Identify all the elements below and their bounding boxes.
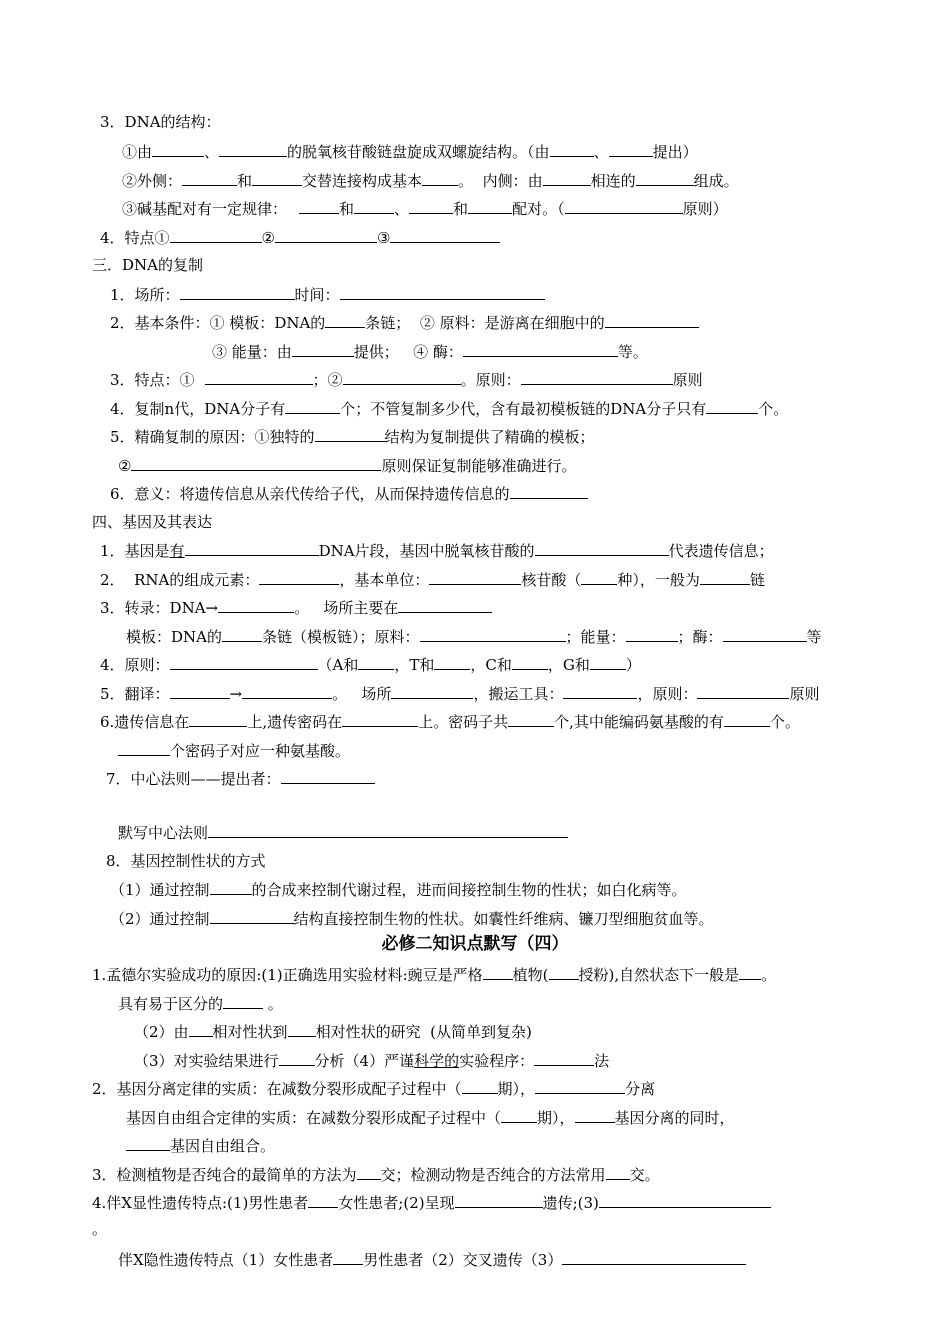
x-dominant-inheritance-end xyxy=(92,1219,107,1239)
blank[interactable] xyxy=(562,1249,746,1265)
blank[interactable] xyxy=(706,398,758,414)
blank[interactable] xyxy=(581,569,617,585)
text: 7．中心法则——提出者： xyxy=(106,770,281,788)
text: 原则） xyxy=(682,200,728,218)
blank[interactable] xyxy=(390,227,500,243)
blank[interactable] xyxy=(292,341,354,357)
text: 代表遗传信息； xyxy=(668,542,774,560)
blank[interactable] xyxy=(279,1050,315,1066)
text: 1．场所： xyxy=(110,286,180,304)
blank[interactable] xyxy=(180,284,295,300)
text: 授粉),自然状态下一般是 xyxy=(578,966,740,984)
blank[interactable] xyxy=(357,1164,381,1180)
mendel-reason-2 xyxy=(134,1021,532,1042)
text: 交；检测动物是否纯合的方法常用 xyxy=(380,1166,606,1184)
text: 1．基因是 xyxy=(100,542,170,560)
text: 实验程序： xyxy=(459,1052,535,1070)
text: 8．基因控制性状的方式 xyxy=(106,852,266,870)
replication-accuracy-2 xyxy=(118,455,576,476)
blank[interactable] xyxy=(575,1107,615,1123)
text: → xyxy=(229,685,243,703)
text: 。 场所主要在 xyxy=(294,599,399,617)
text: 4.伴X显性遗传特点:(1)男性患者 xyxy=(92,1194,309,1212)
blank[interactable] xyxy=(420,626,566,642)
blank[interactable] xyxy=(315,426,385,442)
blank[interactable] xyxy=(455,1192,543,1208)
text: 的合成来控制代谢过程，进而间接控制生物的性状；如白化病等。 xyxy=(251,881,687,899)
blank[interactable] xyxy=(468,198,512,214)
text: 男性患者（2）交叉遗传（3） xyxy=(363,1251,563,1269)
text: 个密码子对应一种氨基酸。 xyxy=(170,742,351,760)
x-recessive-inheritance xyxy=(118,1249,746,1270)
blank[interactable] xyxy=(724,711,770,727)
text: 2．基本条件：① 模板：DNA的 xyxy=(110,314,326,332)
text: ③ xyxy=(377,229,391,247)
central-dogma-proposer xyxy=(106,768,375,789)
dna-structure-heading xyxy=(100,112,221,132)
text: 科学的 xyxy=(414,1052,460,1070)
blank[interactable] xyxy=(354,198,394,214)
text: 有 xyxy=(169,542,185,560)
blank[interactable] xyxy=(605,312,699,328)
blank[interactable] xyxy=(697,683,789,699)
independent-assortment-law xyxy=(126,1107,735,1128)
text: 个,其中能编码氨基酸的有 xyxy=(554,713,724,731)
text: 和 xyxy=(237,172,253,190)
text: 3．检测植物是否纯合的最简单的方法为 xyxy=(92,1166,357,1184)
blank[interactable] xyxy=(723,626,807,642)
genetic-code-continued xyxy=(118,740,350,761)
text: ；② xyxy=(312,371,343,389)
text: 个；不管复制多少代，含有最初模板链的DNA分子只有 xyxy=(340,400,707,418)
gene-control-1 xyxy=(110,879,687,900)
blank[interactable] xyxy=(281,768,375,784)
blank[interactable] xyxy=(535,1078,625,1094)
text: 个。 xyxy=(758,400,789,418)
blank[interactable] xyxy=(510,483,588,499)
blank[interactable] xyxy=(252,170,302,186)
text: 3．转录：DNA→ xyxy=(100,599,219,617)
text: 提供； ④ 酶： xyxy=(353,343,463,361)
blank[interactable] xyxy=(739,964,761,980)
blank[interactable] xyxy=(534,1050,594,1066)
blank[interactable] xyxy=(626,626,678,642)
blank[interactable] xyxy=(501,1107,537,1123)
blank[interactable] xyxy=(342,711,418,727)
text: ；酶： xyxy=(677,628,723,646)
transcription xyxy=(100,597,492,618)
section-gene-expression xyxy=(92,512,212,532)
blank[interactable] xyxy=(208,822,568,838)
text: ，搬运工具： xyxy=(473,685,564,703)
blank[interactable] xyxy=(118,740,170,756)
text: ；能量： xyxy=(565,628,626,646)
blank[interactable] xyxy=(462,1078,498,1094)
text: 原则 xyxy=(672,371,703,389)
text: ，原则： xyxy=(637,685,698,703)
gene-control-2 xyxy=(110,908,714,929)
replication-conditions-1 xyxy=(110,312,699,333)
blank[interactable] xyxy=(535,540,669,556)
text: 条链； ② 原料：是游离在细胞中的 xyxy=(365,314,605,332)
independent-assortment-cont xyxy=(126,1135,275,1156)
blank[interactable] xyxy=(599,1192,771,1208)
blank[interactable] xyxy=(185,540,319,556)
text: 等 xyxy=(806,628,822,646)
text: 结构为复制提供了精确的模板； xyxy=(384,428,595,446)
blank[interactable] xyxy=(223,993,263,1009)
text: 。原则： xyxy=(460,371,521,389)
replication-conditions-2 xyxy=(212,341,648,362)
blank[interactable] xyxy=(429,569,521,585)
blank[interactable] xyxy=(210,879,252,895)
blank[interactable] xyxy=(285,398,340,414)
blank[interactable] xyxy=(189,1021,213,1037)
blank[interactable] xyxy=(126,1135,170,1151)
genetic-code xyxy=(100,711,800,732)
base-pairing-principle xyxy=(100,654,641,675)
replication-accuracy-1 xyxy=(110,426,595,447)
text: 具有易于区分的 xyxy=(118,995,224,1013)
blank[interactable] xyxy=(422,170,458,186)
blank[interactable] xyxy=(543,170,591,186)
translation xyxy=(100,683,819,704)
text: ② xyxy=(261,229,275,247)
text: ，基本单位： xyxy=(339,571,430,589)
text: （2）由 xyxy=(134,1023,189,1041)
blank[interactable] xyxy=(463,341,618,357)
blank[interactable] xyxy=(609,141,653,157)
blank[interactable] xyxy=(409,198,453,214)
text: 期）， xyxy=(497,1080,536,1098)
text: 时间： xyxy=(294,286,340,304)
blank[interactable] xyxy=(308,1192,338,1208)
text: 的脱氧核苷酸链盘旋成双螺旋结构。（由 xyxy=(287,143,550,161)
blank[interactable] xyxy=(700,569,750,585)
text: 期）， xyxy=(537,1109,575,1127)
text: 。 xyxy=(761,966,777,984)
text: 4．复制n代，DNA分子有 xyxy=(110,400,286,418)
replication-features xyxy=(110,369,703,390)
blank[interactable] xyxy=(259,569,339,585)
replication-meaning xyxy=(110,483,588,504)
text: 、 xyxy=(394,200,410,218)
text: 模板：DNA的 xyxy=(126,628,222,646)
text: ①由 xyxy=(122,143,153,161)
text: 原则保证复制能够准确进行。 xyxy=(381,457,577,475)
gene-control-heading xyxy=(106,851,266,871)
text: （1）通过控制 xyxy=(110,881,210,899)
text: ②外侧： xyxy=(122,172,183,190)
blank[interactable] xyxy=(170,227,262,243)
blank[interactable] xyxy=(550,141,594,157)
text: 相连的 xyxy=(590,172,636,190)
dna-structure-item-2 xyxy=(122,170,739,191)
blank[interactable] xyxy=(340,284,545,300)
text: 和 xyxy=(453,200,469,218)
blank[interactable] xyxy=(299,198,339,214)
text: 5．翻译： xyxy=(100,685,170,703)
text: 6．意义：将遗传信息从亲代传给子代，从而保持遗传信息的 xyxy=(110,485,510,503)
text: 、 xyxy=(593,143,609,161)
gene-definition xyxy=(100,540,774,561)
text: 植物( xyxy=(512,966,549,984)
replication-count xyxy=(110,398,788,419)
blank[interactable] xyxy=(218,597,294,613)
text: ，T和 xyxy=(394,656,435,674)
text: 。 内侧：由 xyxy=(458,172,543,190)
text: 5．精确复制的原因：①独特的 xyxy=(110,428,315,446)
blank[interactable] xyxy=(358,654,394,670)
text: 。 xyxy=(92,1220,108,1238)
text: 相对性状到 xyxy=(212,1023,288,1041)
text: （2）通过控制 xyxy=(110,910,210,928)
text: 交替连接构成基本 xyxy=(302,172,423,190)
blank[interactable] xyxy=(483,964,513,980)
text: 伴X隐性遗传特点（1）女性患者 xyxy=(118,1251,334,1269)
blank[interactable] xyxy=(343,369,461,385)
mendel-reason-3 xyxy=(134,1050,609,1071)
text: 核苷酸（ xyxy=(521,571,582,589)
text: 个。 xyxy=(769,713,800,731)
text: 3．DNA的结构： xyxy=(100,113,221,131)
dna-features xyxy=(100,227,500,248)
text: 配对。（ xyxy=(512,200,565,218)
text: 基因分离的同时， xyxy=(614,1109,735,1127)
x-dominant-inheritance xyxy=(92,1192,771,1213)
text: 法 xyxy=(594,1052,610,1070)
text: 上,遗传密码在 xyxy=(247,713,343,731)
text: 组成。 xyxy=(693,172,739,190)
text: 种），一般为 xyxy=(617,571,700,589)
text: （A和 xyxy=(317,656,359,674)
text: ，G和 xyxy=(547,656,590,674)
segregation-law xyxy=(92,1078,655,1099)
text: （3）对实验结果进行 xyxy=(134,1052,279,1070)
mendel-reasons-cont xyxy=(118,993,283,1014)
text: 分析（4）严谨 xyxy=(314,1052,415,1070)
blank[interactable] xyxy=(210,908,294,924)
dna-structure-item-3 xyxy=(122,198,728,219)
text: 4．原则： xyxy=(100,656,170,674)
section-dna-replication xyxy=(92,255,203,275)
text: 交。 xyxy=(629,1166,660,1184)
section-title: 必修二知识点默写（四） xyxy=(381,934,569,954)
text: 女性患者;(2)呈现 xyxy=(338,1194,455,1212)
text: 默写中心法则 xyxy=(118,824,209,842)
text: 基因自由组合定律的实质：在减数分裂形成配子过程中（ xyxy=(126,1109,502,1127)
blank[interactable] xyxy=(242,683,332,699)
text: 四、基因及其表达 xyxy=(92,513,213,531)
text: 1.孟德尔实验成功的原因:(1)正确选用实验材料:豌豆是严格 xyxy=(92,966,483,984)
blank[interactable] xyxy=(275,227,377,243)
blank[interactable] xyxy=(170,654,318,670)
text: ） xyxy=(625,656,641,674)
purity-test xyxy=(92,1164,660,1185)
text: 基因自由组合。 xyxy=(170,1137,276,1155)
central-dogma-write xyxy=(118,822,568,843)
blank[interactable] xyxy=(189,711,247,727)
blank[interactable] xyxy=(606,1164,630,1180)
text: 、 xyxy=(204,143,220,161)
blank[interactable] xyxy=(152,141,204,157)
blank[interactable] xyxy=(565,198,683,214)
transcription-details xyxy=(126,626,822,647)
blank[interactable] xyxy=(325,312,365,328)
replication-place-time xyxy=(110,284,545,305)
rna-composition xyxy=(100,569,765,590)
text: 2． RNA的组成元素： xyxy=(100,571,260,589)
blank[interactable] xyxy=(508,711,554,727)
text: 原则 xyxy=(789,685,820,703)
blank[interactable] xyxy=(549,964,579,980)
text: 相对性状的研究 (从简单到复杂) xyxy=(315,1023,532,1041)
blank[interactable] xyxy=(170,683,230,699)
text: 。 场所 xyxy=(332,685,392,703)
blank[interactable] xyxy=(590,654,626,670)
text: 2．基因分离定律的实质：在减数分裂形成配子过程中（ xyxy=(92,1080,462,1098)
text: ③ 能量：由 xyxy=(212,343,292,361)
dna-structure-item-1 xyxy=(122,141,698,162)
text: 和 xyxy=(339,200,355,218)
mendel-reasons xyxy=(92,964,776,985)
text: 等。 xyxy=(617,343,648,361)
text: 4．特点① xyxy=(100,229,170,247)
blank[interactable] xyxy=(333,1249,363,1265)
blank[interactable] xyxy=(182,170,237,186)
blank[interactable] xyxy=(512,654,548,670)
text: 3．特点：① xyxy=(110,371,195,389)
blank[interactable] xyxy=(521,369,673,385)
text: 结构直接控制生物的性状。如囊性纤维病、镰刀型细胞贫血等。 xyxy=(293,910,714,928)
text: 提出） xyxy=(652,143,698,161)
text: ，C和 xyxy=(470,656,512,674)
text: 条链（模板链）；原料： xyxy=(261,628,420,646)
blank[interactable] xyxy=(636,170,694,186)
blank[interactable] xyxy=(563,683,637,699)
text: 6.遗传信息在 xyxy=(100,713,190,731)
text: 上。密码子共 xyxy=(418,713,509,731)
text: 分离 xyxy=(625,1080,656,1098)
text: 。 xyxy=(263,995,283,1013)
blank[interactable] xyxy=(398,597,492,613)
blank[interactable] xyxy=(222,626,262,642)
text: 三．DNA的复制 xyxy=(92,256,203,274)
blank[interactable] xyxy=(288,1021,316,1037)
text: 遗传;(3) xyxy=(542,1194,599,1212)
blank[interactable] xyxy=(131,455,381,471)
text: ② xyxy=(118,457,132,475)
text: ③碱基配对有一定规律： xyxy=(122,200,288,218)
blank[interactable] xyxy=(219,141,287,157)
blank[interactable] xyxy=(205,369,313,385)
text: 链 xyxy=(749,571,765,589)
text: DNA片段，基因中脱氧核苷酸的 xyxy=(318,542,535,560)
blank[interactable] xyxy=(391,683,473,699)
blank[interactable] xyxy=(434,654,470,670)
